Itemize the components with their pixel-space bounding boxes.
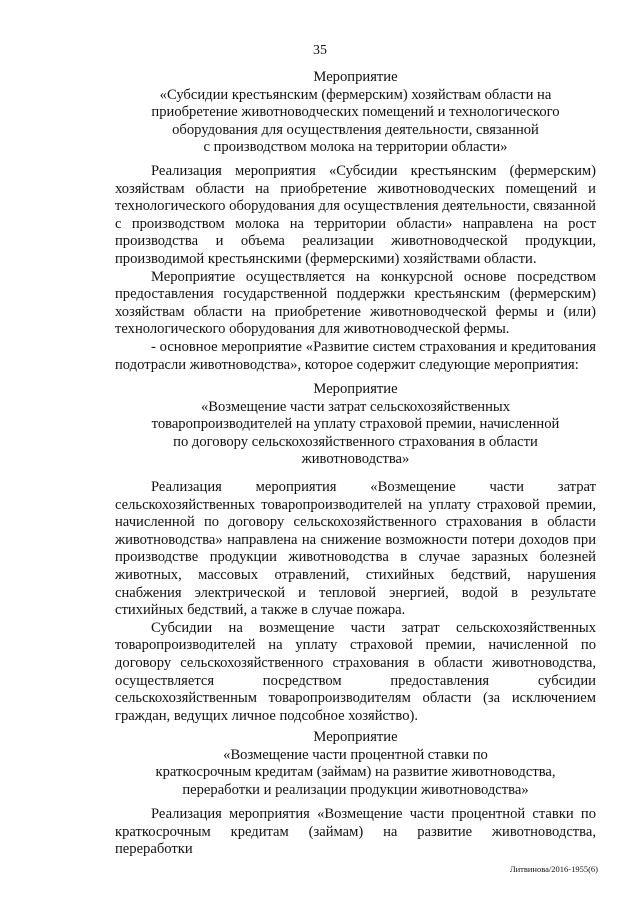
section1-title-line: приобретение животноводческих помещений и технологического [151,104,560,121]
section2-title-line: по договору сельскохозяйственного страхования в области [173,433,538,450]
document-footer: Литвинова/2016-1955(6) [509,864,598,874]
section3-title-line: переработки и реализации продукции животноводства» [182,781,529,798]
section1-title-line: оборудования для осуществления деятельности, связанной [172,121,539,138]
section2-paragraph: Реализация мероприятия «Возмещение части затрат сельскохозяйственных товаропроизводителей на уплату страховой премии, начисленной по договору сельскохозяйственного страхования в области животноводства» направлена на снижение возможности потери доходов при производстве продукции животноводства в случае заразных болезней животных, массовых отравлений, стихийных бедствий, нарушения снабжения электрической и тепловой энергией, водой в результате стихийных бедствий, а также в случае пожара. [115,479,596,619]
section1-heading: Мероприятие [313,69,398,85]
section3-paragraph: Реализация мероприятия «Возмещение части процентной ставки по краткосрочным кредитам (займам) на развитие животноводства, переработки [115,806,596,858]
section1-title-line: с производством молока на территории области» [203,139,508,156]
section2-heading: Мероприятие [313,381,398,397]
section1-paragraph: Реализация мероприятия «Субсидии крестьянским (фермерским) хозяйствам области на приобретение животноводческих помещений и технологического оборудования для осуществления деятельности, связанной с производством молока на территории области» направлена на рост производства и объема реализации животноводческой продукции, производимой крестьянскими (фермерскими) хозяйствами области. [115,163,596,267]
section2-title-line: товаропроизводителей на уплату страховой премии, начисленной [151,416,560,433]
page-number: 35 [313,43,327,58]
section2-title-line: «Возмещение части затрат сельскохозяйственных [200,398,511,415]
section2-body [115,479,596,725]
section3-title-line: «Возмещение части процентной ставки по [223,746,488,763]
section1-body [115,163,596,374]
section1-title-line: «Субсидии крестьянским (фермерским) хозяйствам области на [159,86,552,103]
section1-paragraph: Мероприятие осуществляется на конкурсной основе посредством предоставления государственной поддержки крестьянским (фермерским) хозяйствам области на приобретение животноводческой фермы и (или) технологического оборудования для животноводческой фермы. [115,268,596,338]
section2-title-line: животноводства» [301,451,410,468]
section1-paragraph: - основное мероприятие «Развитие систем страхования и кредитования подотрасли животноводства», которое содержит следующие мероприятия: [115,338,596,373]
section1-title-block [115,69,596,157]
section2-paragraph: Субсидии на возмещение части затрат сельскохозяйственных товаропроизводителей на уплату страховой премии, начисленной по договору сельскохозяйственного страхования в области животноводства, осуществляется посредством предоставления субсидии сельскохозяйственным товаропроизводителям области (за исключением граждан, ведущих личное подсобное хозяйство). [115,619,596,724]
section2-title-block [115,381,596,469]
section3-body [115,806,596,859]
section3-title-line: краткосрочным кредитам (займам) на развитие животноводства, [155,764,556,781]
section3-title-block [115,729,596,799]
section3-heading: Мероприятие [313,729,398,745]
